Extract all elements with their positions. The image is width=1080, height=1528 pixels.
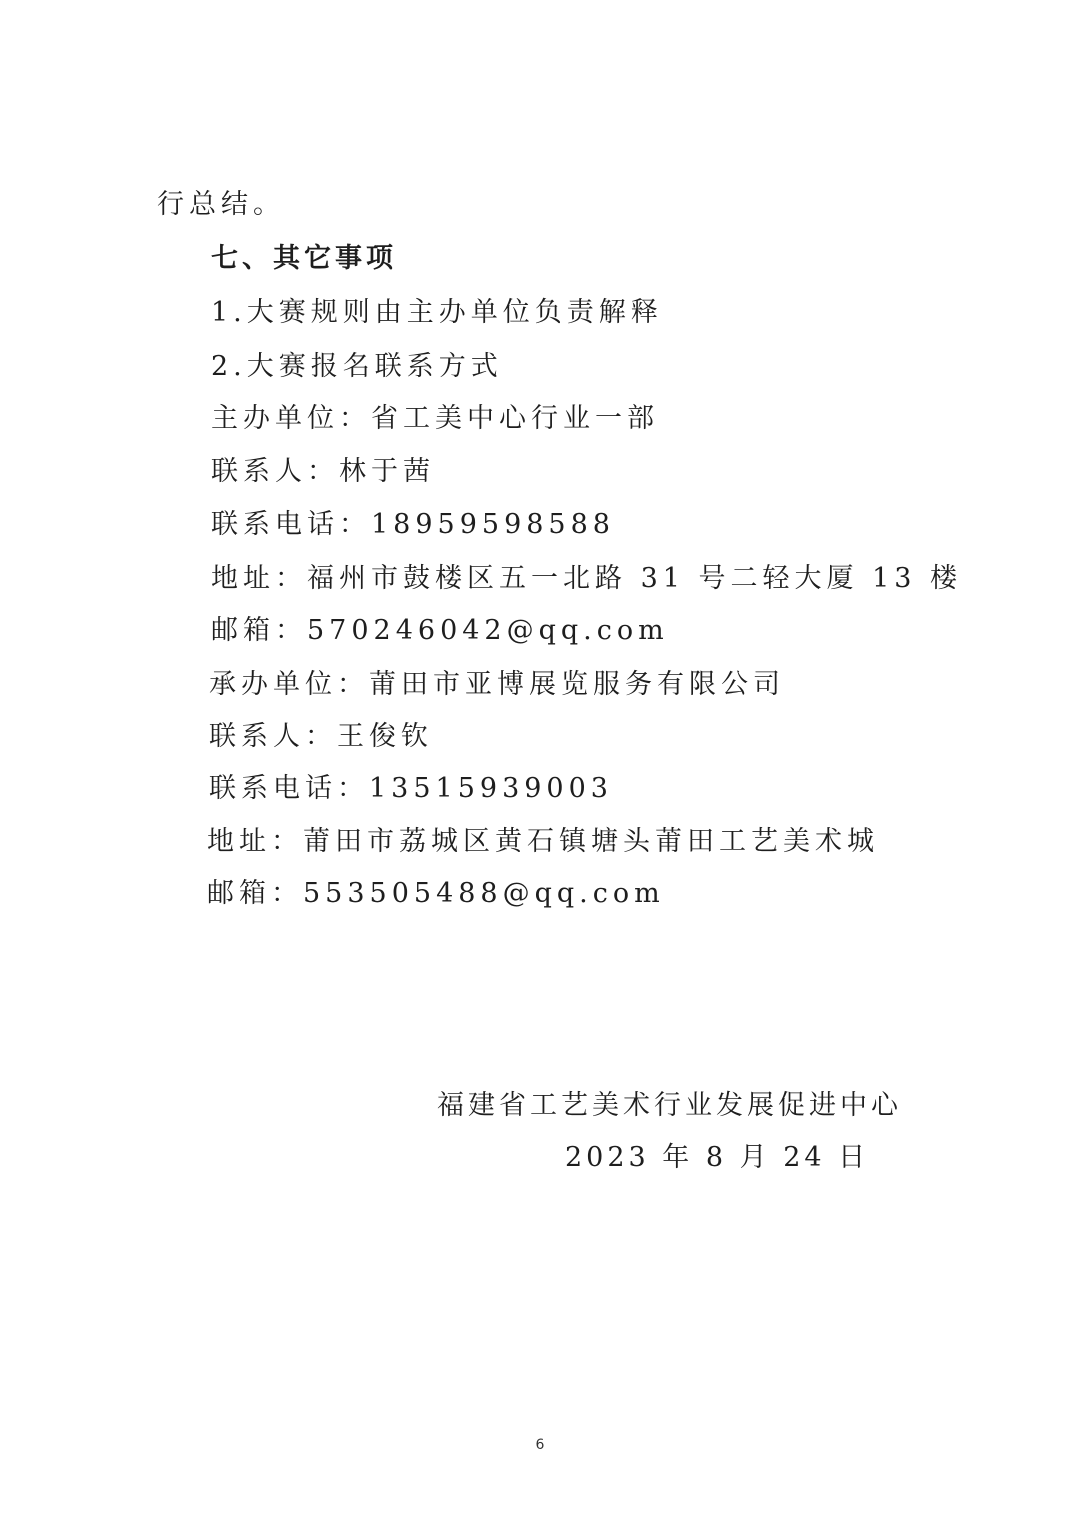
organizer-email: 邮箱：570246042@qq.com <box>211 615 669 646</box>
organizer-unit: 主办单位：省工美中心行业一部 <box>211 403 659 434</box>
paragraph-continuation: 行总结。 <box>157 189 285 220</box>
undertaker-contact: 联系人：王俊钦 <box>209 721 433 752</box>
organizer-phone: 联系电话：18959598588 <box>211 509 615 540</box>
signature-organization: 福建省工艺美术行业发展促进中心 <box>437 1090 902 1121</box>
organizer-address: 地址：福州市鼓楼区五一北路 31 号二轻大厦 13 楼 <box>211 563 963 594</box>
organizer-contact: 联系人：林于茜 <box>211 456 435 487</box>
signature-date: 2023 年 8 月 24 日 <box>565 1142 870 1173</box>
list-item-rules: 1.大赛规则由主办单位负责解释 <box>211 297 663 328</box>
undertaker-unit: 承办单位：莆田市亚博展览服务有限公司 <box>209 669 785 700</box>
list-item-registration: 2.大赛报名联系方式 <box>211 351 503 382</box>
page-number: 6 <box>535 1437 545 1453</box>
section-heading: 七、其它事项 <box>211 243 397 274</box>
undertaker-email: 邮箱：553505488@qq.com <box>207 878 665 909</box>
undertaker-address: 地址：莆田市荔城区黄石镇塘头莆田工艺美术城 <box>207 826 879 857</box>
undertaker-phone: 联系电话：13515939003 <box>209 773 613 804</box>
